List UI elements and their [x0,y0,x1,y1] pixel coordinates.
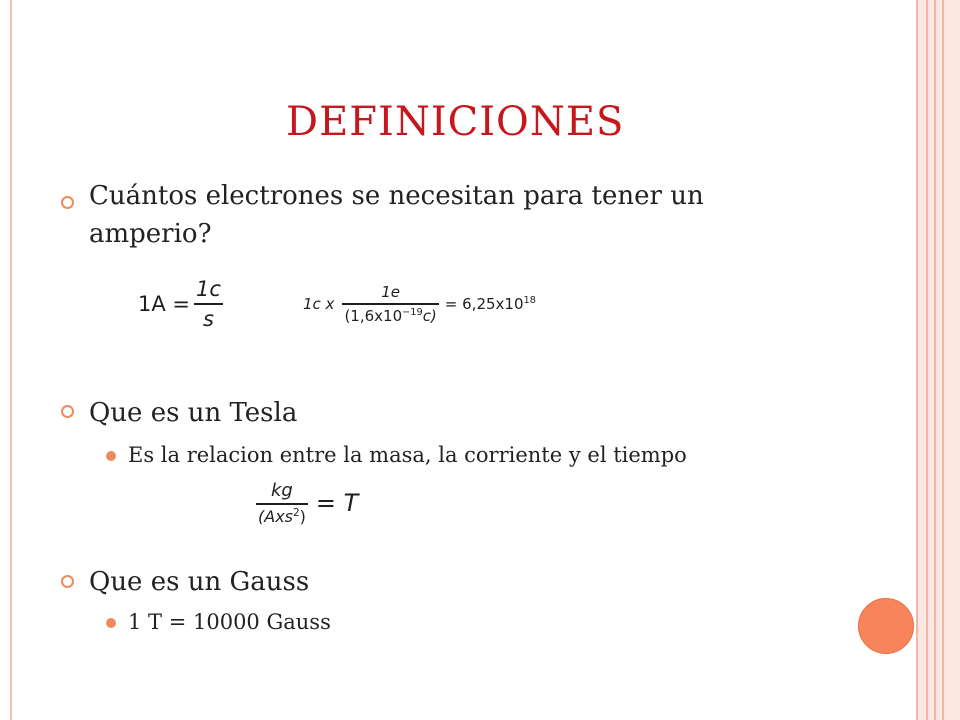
slide-title: DEFINICIONES [286,99,625,145]
fraction-denominator: (Axs$^2$) [258,506,306,526]
bullet-ring-icon [61,575,74,588]
bullet-text-continued: amperio? [89,219,212,249]
equation-prefix: 1c x [303,294,335,313]
fraction-numerator: kg [271,480,293,501]
fraction [342,283,438,325]
sub-bullet-text: Es la relacion entre la masa, la corriente y el tiempo [128,443,687,467]
ampere-equation [138,277,227,331]
equation-lhs: 1A = [138,291,190,316]
equation-rhs: = T [315,488,359,517]
border-stripe [934,0,936,720]
border-stripe [942,0,944,720]
decorative-circle [858,598,914,654]
bullet-text: Que es un Tesla [89,398,298,428]
sub-bullet-dot-icon [106,618,116,628]
border-stripe [916,0,918,720]
slide-left-border [10,0,12,720]
fraction-denominator: $(1,6x10^{-19}c)$ [344,306,437,325]
fraction-numerator: 1e [381,283,400,301]
fraction-denominator: s [202,306,214,331]
tesla-equation [252,480,358,526]
bullet-text: Cuántos electrones se necesitan para tener un [89,181,704,211]
bullet-ring-icon [61,196,74,209]
fraction-numerator: 1c [196,277,221,301]
electrons-equation [303,283,536,325]
sub-bullet-text: 1 T = 10000 Gauss [128,610,331,634]
slide-right-border [916,0,960,720]
sub-bullet-dot-icon [106,451,116,461]
equation-result: = $6,25x10^{18}$ [444,294,536,313]
fraction [256,480,308,526]
bullet-ring-icon [61,405,74,418]
fraction [194,277,223,331]
border-stripe [926,0,928,720]
bullet-text: Que es un Gauss [89,567,310,597]
